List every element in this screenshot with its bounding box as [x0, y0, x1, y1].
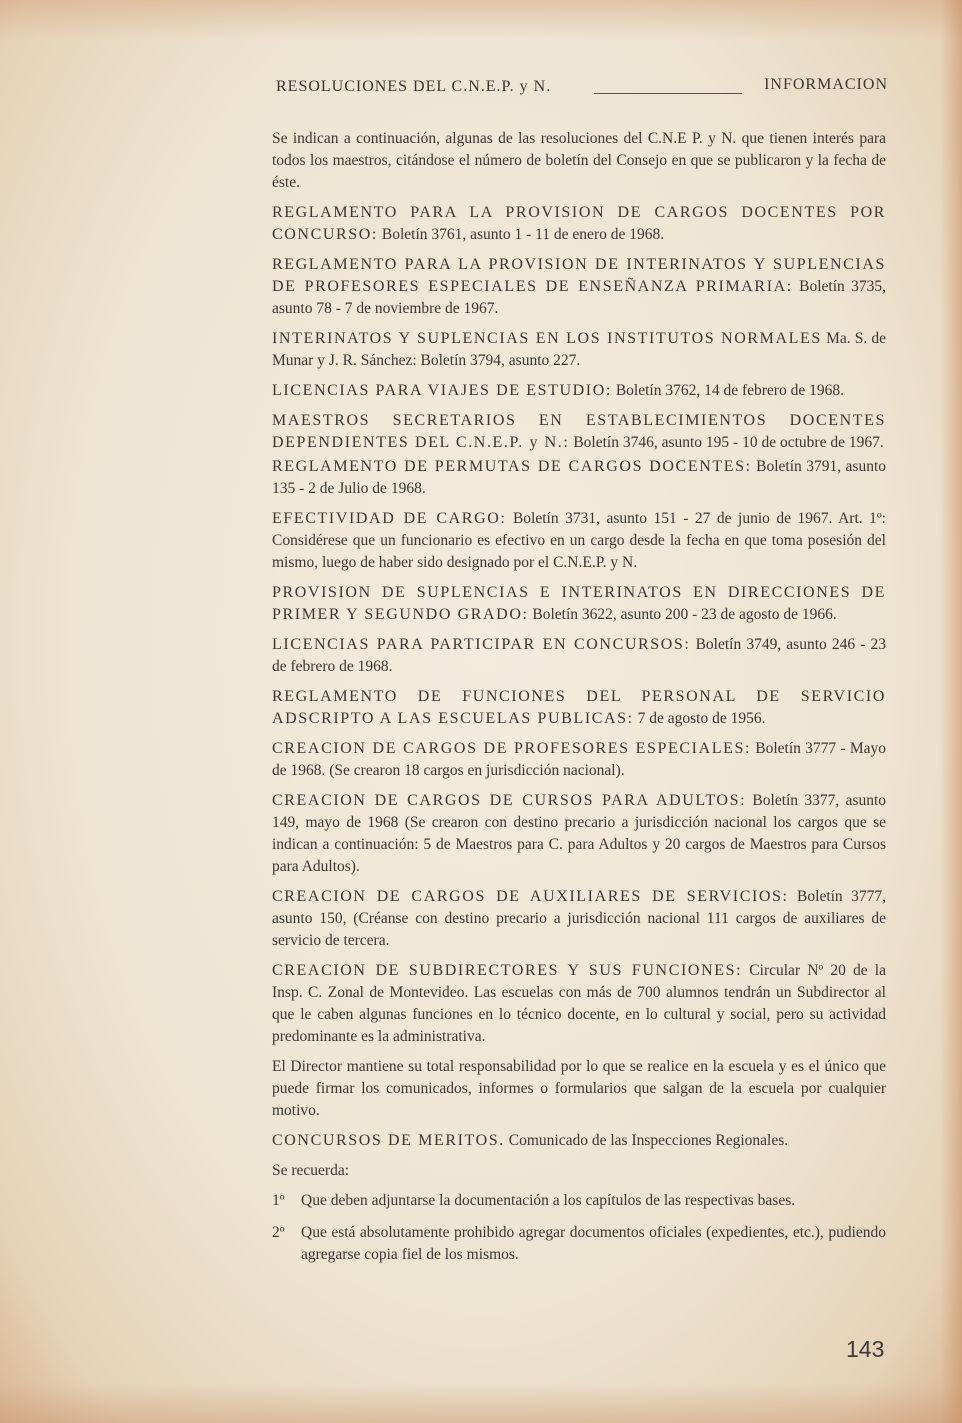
section-body: Boletín 3735, asunto 78 - 7 de noviembre de 1967.: [272, 278, 886, 317]
concursos-body: Comunicado de las Inspecciones Regionales.: [508, 1132, 789, 1149]
paper-edge-right: [940, 0, 962, 1423]
running-header: [276, 76, 888, 100]
section-heading: REGLAMENTO DE FUNCIONES DEL PERSONAL DE SERVICIO ADSCRIPTO A LAS ESCUELAS PUBLICAS:: [272, 688, 886, 727]
section-heading: REGLAMENTO DE PERMUTAS DE CARGOS DOCENTES:: [272, 458, 752, 475]
section-body: Boletín 3762, 14 de febrero de 1968.: [615, 382, 844, 399]
section-heading: PROVISION DE SUPLENCIAS E INTERINATOS EN DIRECCIONES DE PRIMER Y SEGUNDO GRADO:: [272, 584, 886, 623]
section-subdirectores: [272, 960, 886, 1048]
section-heading: LICENCIAS PARA VIAJES DE ESTUDIO:: [272, 382, 612, 399]
section-interinatos-suplencias: [272, 254, 886, 320]
paper-edge-top: [0, 0, 962, 40]
section-body: 7 de agosto de 1956.: [637, 710, 766, 727]
section-licencias-concursos: [272, 634, 886, 678]
section-profesores-especiales: [272, 738, 886, 782]
section-body: Boletín 3777 - Mayo de 1968. (Se crearon 18 cargos en jurisdicción nacional).: [272, 740, 886, 779]
section-body: Boletín 3622, asunto 200 - 23 de agosto de 1966.: [532, 606, 837, 623]
concursos-meritos: [272, 1130, 886, 1152]
section-heading: CREACION DE CARGOS DE CURSOS PARA ADULTOS:: [272, 792, 747, 809]
section-heading: CREACION DE CARGOS DE AUXILIARES DE SERVICIOS:: [272, 888, 789, 905]
list-number: 2º: [272, 1224, 285, 1241]
header-right: INFORMACION: [764, 76, 888, 93]
section-body: Boletín 3746, asunto 195 - 10 de octubre de 1967.: [573, 434, 884, 451]
page-number: 143: [846, 1336, 885, 1362]
section-heading: REGLAMENTO PARA LA PROVISION DE CARGOS DOCENTES POR CONCURSO:: [272, 204, 886, 243]
section-reglamento-funciones: [272, 686, 886, 730]
director-paragraph: El Director mantiene su total responsabilidad por lo que se realice en la escuela y es el único que puede firmar los comunicados, informes o formularios que salgan de la escuela por cualquier motivo.: [272, 1058, 886, 1119]
section-body: Boletín 3731, asunto 151 - 27 de junio de 1967. Art. 1º: Considérese que un funcionario es efectivo en un cargo desde la fecha en que toma posesión del mismo, luego de haber sido designado por el C.N.E.P. y N.: [272, 510, 886, 571]
section-heading: EFECTIVIDAD DE CARGO:: [272, 510, 507, 527]
intro-paragraph: Se indican a continuación, algunas de las resoluciones del C.N.E P. y N. que tienen interés para todos los maestros, citándose el número de boletín del Consejo en que se publicaron y la fecha de éste.: [272, 130, 886, 191]
section-heading: INTERINATOS Y SUPLENCIAS EN LOS INSTITUTOS NORMALES: [272, 330, 822, 347]
concursos-heading: CONCURSOS DE MERITOS.: [272, 1132, 505, 1149]
section-provision-suplencias: [272, 582, 886, 626]
section-heading: CREACION DE CARGOS DE PROFESORES ESPECIALES:: [272, 740, 752, 757]
section-body: Boletín 3377, asunto 149, mayo de 1968 (Se crearon con destino precario a jurisdicción nacional los cargos que se indican a continuación: 5 de Maestros para C. para Adultos y 20 cargos de Maestros para Cursos para Adultos).: [272, 792, 886, 875]
section-institutos-normales: [272, 328, 886, 372]
section-licencias-viajes: [272, 380, 886, 402]
section-maestros-secretarios: [272, 410, 886, 454]
section-body: Circular Nº 20 de la Insp. C. Zonal de Montevideo. Las escuelas con más de 700 alumnos tendrán un Subdirector al que le caben algunas funciones en lo técnico docente, en lo cultural y social, pero su actividad predominante es la administrativa.: [272, 962, 886, 1045]
section-reglamento-provision: [272, 202, 886, 246]
section-body: Boletín 3791, asunto 135 - 2 de Julio de 1968.: [272, 458, 886, 497]
list-number: 1º: [272, 1192, 285, 1209]
section-heading: MAESTROS SECRETARIOS EN ESTABLECIMIENTOS DOCENTES DEPENDIENTES DEL C.N.E.P. y N.:: [272, 412, 886, 451]
section-heading: REGLAMENTO PARA LA PROVISION DE INTERINATOS Y SUPLENCIAS DE PROFESORES ESPECIALES DE ENSEÑANZA PRIMARIA:: [272, 256, 886, 295]
list-item: [272, 1190, 886, 1212]
list-item: [272, 1222, 886, 1266]
section-cursos-adultos: [272, 790, 886, 878]
page-body: [272, 128, 886, 1276]
section-auxiliares-servicios: [272, 886, 886, 952]
paper-edge-bottom: [0, 1383, 962, 1423]
section-efectividad-cargo: [272, 508, 886, 574]
list-text: Que está absolutamente prohibido agregar documentos oficiales (expedientes, etc.), pudiendo agregarse copia fiel de los mismos.: [301, 1224, 886, 1263]
list-text: Que deben adjuntarse la documentación a los capítulos de las respectivas bases.: [301, 1192, 796, 1209]
se-recuerda: Se recuerda:: [272, 1162, 350, 1179]
section-reglamento-permutas: [272, 456, 886, 500]
section-body: Boletín 3777, asunto 150, (Créanse con destino precario a jurisdicción nacional 111 cargos de auxiliares de servicio de tercera.: [272, 888, 886, 949]
header-rule: [594, 93, 742, 94]
section-body: Boletín 3749, asunto 246 - 23 de febrero de 1968.: [272, 636, 886, 675]
section-heading: CREACION DE SUBDIRECTORES Y SUS FUNCIONES:: [272, 962, 743, 979]
section-body: Ma. S. de Munar y J. R. Sánchez: Boletín 3794, asunto 227.: [272, 330, 887, 369]
header-left: RESOLUCIONES DEL C.N.E.P. y N.: [276, 78, 552, 95]
section-body: Boletín 3761, asunto 1 - 11 de enero de 1968.: [381, 226, 665, 243]
section-heading: LICENCIAS PARA PARTICIPAR EN CONCURSOS:: [272, 636, 691, 653]
